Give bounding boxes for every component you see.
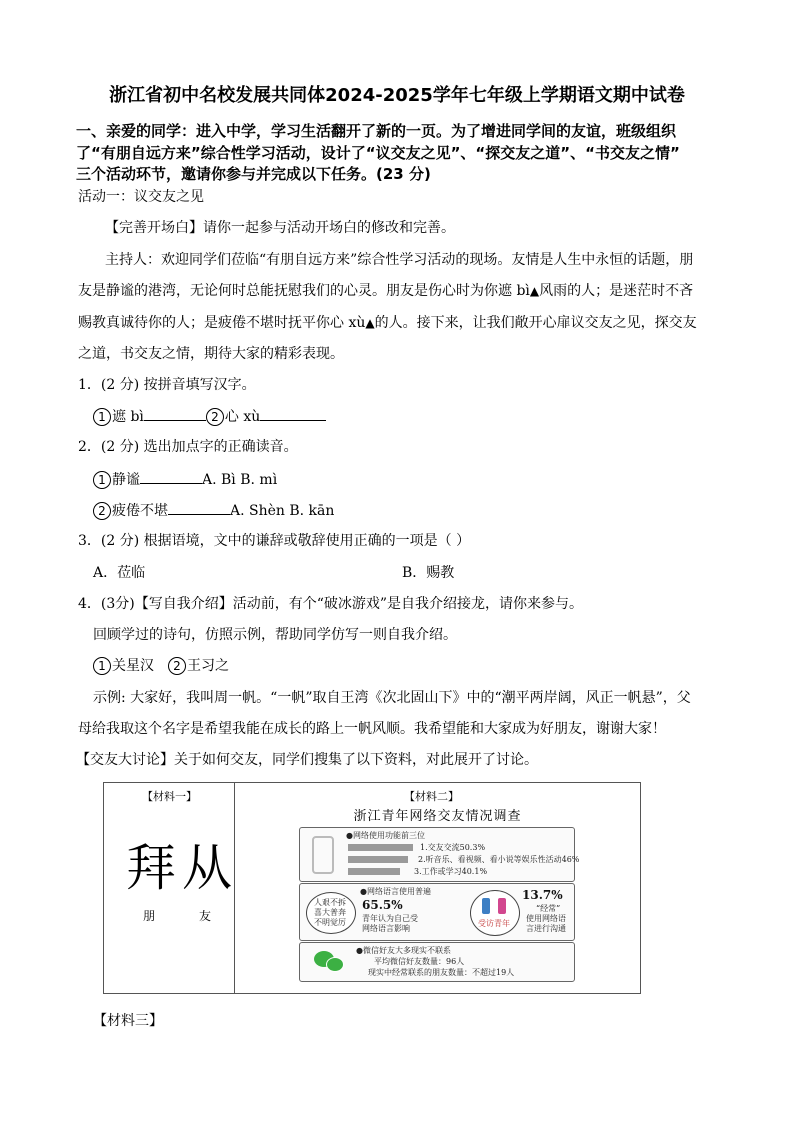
section1-line-1: 一、亲爱的同学：进入中学，学习生活翻开了新的一页。为了增进同学间的友谊，班级组织 — [76, 122, 677, 140]
seal-script-peng-glyph: 拜 — [126, 839, 176, 897]
male-figure-icon — [482, 898, 490, 914]
bar-item-2 — [348, 856, 408, 863]
opening-intro: 【完善开场白】请你一起参与活动开场白的修改和完善。 — [105, 220, 455, 236]
passage-line-1: 主持人：欢迎同学们莅临“有朋自远方来”综合性学习活动的现场。友情是人生中永恒的话题，朋 — [105, 252, 694, 268]
survey-box-language — [299, 883, 575, 941]
box1-heading: ●网络使用功能前三位 — [346, 831, 425, 840]
char-peng: 朋 — [143, 909, 156, 923]
q4-stem: 4．(3分)【写自我介绍】活动前，有个“破冰游戏”是自我介绍接龙，请你来参与。 — [78, 596, 584, 612]
material3-label: 【材料三】 — [93, 1013, 163, 1029]
discussion-intro: 【交友大讨论】关于如何交友，同学们搜集了以下资料，对此展开了讨论。 — [76, 752, 538, 768]
q3-stem: 3．(2 分) 根据语境，文中的谦辞或敬辞使用正确的一项是（ ） — [78, 533, 471, 549]
box2-desc-1: 青年认为自己受 — [362, 914, 418, 923]
survey-box-functions — [299, 827, 580, 882]
people-circle-icon — [470, 890, 520, 936]
q2-item-2: 2 疲倦不堪 A. Shèn B. kān — [93, 500, 334, 521]
char-you: 友 — [199, 909, 212, 923]
page-title: 浙江省初中名校发展共同体2024-2025学年七年级上学期语文期中试卷 — [109, 85, 685, 106]
answer-blank-1[interactable] — [144, 406, 206, 421]
circled-number: 1 — [93, 471, 111, 489]
passage-line-3: 赐教真诚待你的人；是疲倦不堪时抚平你心 xù▲的人。接下来，让我们敞开心扉议交友之见，探交友 — [78, 315, 697, 331]
bubble-text-3: 不明觉厉 — [314, 918, 346, 927]
activity1-heading: 活动一：议交友之见 — [78, 189, 204, 205]
bubble-text-2: 喜大普奔 — [314, 908, 346, 917]
wechat-icon-small — [326, 957, 344, 972]
q2-stem: 2．(2 分) 选出加点字的正确读音。 — [78, 439, 298, 455]
blank-triangle-icon: ▲ — [529, 284, 540, 298]
q4-instruction: 回顾学过的诗句，仿照示例，帮助同学仿写一则自我介绍。 — [93, 627, 457, 643]
respondents-label: 受访青年 — [478, 919, 510, 928]
q3-option-b[interactable]: B．赐教 — [402, 565, 455, 581]
bar-item-3 — [348, 868, 400, 875]
materials-table — [103, 782, 641, 994]
circled-number: 1 — [93, 408, 111, 426]
material1-label: 【材料一】 — [142, 790, 197, 803]
material2-label: 【材料二】 — [404, 790, 459, 803]
circled-number: 2 — [206, 408, 224, 426]
answer-blank-2[interactable] — [260, 406, 326, 421]
circled-number: 1 — [93, 657, 111, 675]
bubble-text-1: 人艰不拆 — [314, 898, 346, 907]
section1-line-2: 了“有朋自远方来”综合性学习活动，设计了“议交友之见”、“探交友之道”、“书交友之情” — [76, 144, 680, 162]
bar-item-1 — [348, 844, 413, 851]
box1-item-2: 2.听音乐、看视频、看小说等娱乐性活动46% — [418, 855, 580, 864]
circled-number: 2 — [93, 502, 111, 520]
box2-desc2-3: 言进行沟通 — [526, 924, 566, 933]
q3-option-a[interactable]: A．莅临 — [93, 565, 146, 581]
phone-icon — [312, 836, 334, 874]
passage-line-2: 友是静谧的港湾，无论何时总能抚慰我们的心灵。朋友是伤心时为你遮 bì▲风雨的人；是迷茫时不吝 — [78, 283, 694, 299]
box2-desc2-1: “经常” — [536, 904, 561, 913]
blank-triangle-icon: ▲ — [365, 316, 375, 330]
female-figure-icon — [498, 898, 506, 914]
q4-example-line-1: 示例: 大家好，我叫周一帆。“一帆”取自王湾《次北固山下》中的“潮平两岸阔，风正一帆悬”，父 — [93, 690, 691, 706]
q1-stem: 1．(2 分) 按拼音填写汉字。 — [78, 377, 256, 393]
q2-item-1: 1 静谧 A. Bì B. mì — [93, 469, 277, 490]
circled-number: 2 — [168, 657, 186, 675]
box3-line-1: 平均微信好友数量：96人 — [374, 957, 465, 966]
frequent-percent: 13.7% — [522, 888, 563, 902]
q4-example-line-2: 母给我取这个名字是希望我能在成长的路上一帆风顺。我希望能和大家成为好朋友，谢谢大家！ — [78, 721, 666, 737]
section1-line-3: 三个活动环节，邀请你参与并完成以下任务。(23 分) — [76, 165, 431, 183]
q4-names: 1 关星汉 2 王习之 — [93, 656, 229, 676]
survey-title: 浙江青年网络交友情况调查 — [353, 809, 522, 824]
box2-desc-2: 网络语言影响 — [362, 924, 410, 933]
passage-line-4: 之道，书交友之情，期待大家的精彩表现。 — [78, 346, 344, 362]
q1-answers: 1 遮 bì 2 心 xù — [93, 406, 326, 427]
box2-heading: ●网络语言使用普遍 — [360, 887, 431, 896]
answer-blank-3[interactable] — [140, 469, 202, 484]
answer-blank-4[interactable] — [168, 500, 230, 515]
box3-heading: ●微信好友大多现实不联系 — [356, 946, 451, 955]
box1-item-1: 1.交友交流50.3% — [420, 843, 486, 852]
seal-script-you-glyph: 从 — [182, 839, 232, 897]
box2-desc2-2: 使用网络语 — [526, 914, 566, 923]
survey-box-wechat — [299, 942, 575, 982]
box3-line-2: 现实中经常联系的朋友数量：不超过19人 — [368, 968, 515, 977]
language-percent: 65.5% — [362, 898, 403, 912]
box1-item-3: 3.工作或学习40.1% — [414, 867, 488, 876]
